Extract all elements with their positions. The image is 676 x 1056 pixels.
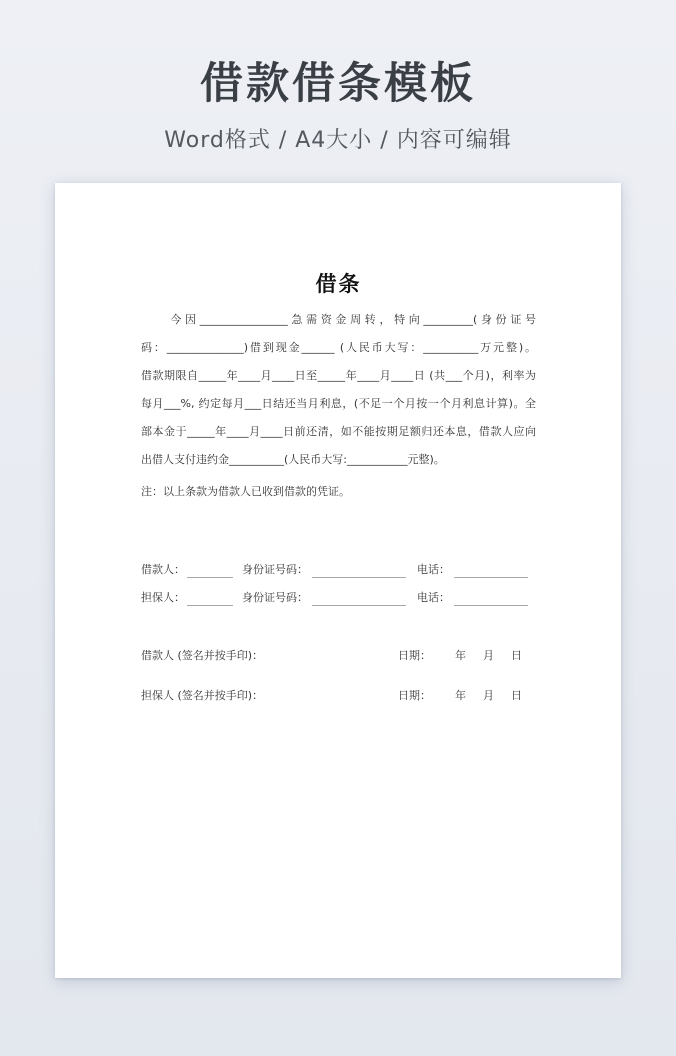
guarantor-info-row [141, 584, 536, 612]
phone-label: 电话： [417, 563, 450, 576]
body-line: 每月___%, 约定每月___日结还当月利息，(不足一个月按一个月利息计算)。全 [141, 397, 536, 410]
blank-line [312, 592, 406, 606]
id-number-label: 身份证号码： [242, 563, 308, 576]
guarantor-label: 担保人： [141, 591, 185, 604]
year-label: 年 [455, 649, 466, 662]
month-label: 月 [483, 649, 494, 662]
guarantor-signature-label: 担保人 (签名并按手印)： [141, 689, 264, 702]
year-label: 年 [455, 689, 466, 702]
body-line: 借款期限自_____年____月____日至_____年____月____日 (共___个月)，利率为 [141, 369, 536, 382]
borrower-info-row [141, 556, 536, 584]
phone-label: 电话： [417, 591, 450, 604]
blank-line [312, 564, 406, 578]
body-line: 部本金于_____年____月____日前还清，如不能按期足额归还本息，借款人应向 [141, 425, 536, 438]
page-header [0, 0, 676, 154]
document-body [141, 306, 536, 474]
note-line: 注：以上条款为借款人已收到借款的凭证。 [141, 485, 350, 498]
day-label: 日 [511, 689, 522, 702]
body-line: 出借人支付违约金__________(人民币大写:___________元整)。 [141, 453, 445, 466]
document-paper [55, 183, 621, 978]
date-label: 日期： [398, 649, 431, 662]
body-line: 码：______________)借到现金______ (人民币大写：__________万元整)。 [141, 341, 536, 354]
blank-line [454, 592, 528, 606]
body-line: 今因________________急需资金周转，特向_________(身份证号 [141, 313, 536, 326]
month-label: 月 [483, 689, 494, 702]
blank-line [187, 592, 233, 606]
date-label: 日期： [398, 689, 431, 702]
borrower-label: 借款人： [141, 563, 185, 576]
page-subtitle: Word格式 / A4大小 / 内容可编辑 [164, 128, 512, 154]
id-number-label: 身份证号码： [242, 591, 308, 604]
signature-section [141, 642, 536, 710]
page-title: 借款借条模板 [200, 59, 476, 109]
guarantor-signature-row [141, 682, 536, 710]
date-group [398, 682, 536, 710]
borrower-signature-row [141, 642, 536, 670]
day-label: 日 [511, 649, 522, 662]
party-info-section [141, 556, 536, 612]
blank-line [454, 564, 528, 578]
blank-line [187, 564, 233, 578]
document-title: 借条 [315, 272, 362, 296]
borrower-signature-label: 借款人 (签名并按手印)： [141, 649, 264, 662]
date-group [398, 642, 536, 670]
